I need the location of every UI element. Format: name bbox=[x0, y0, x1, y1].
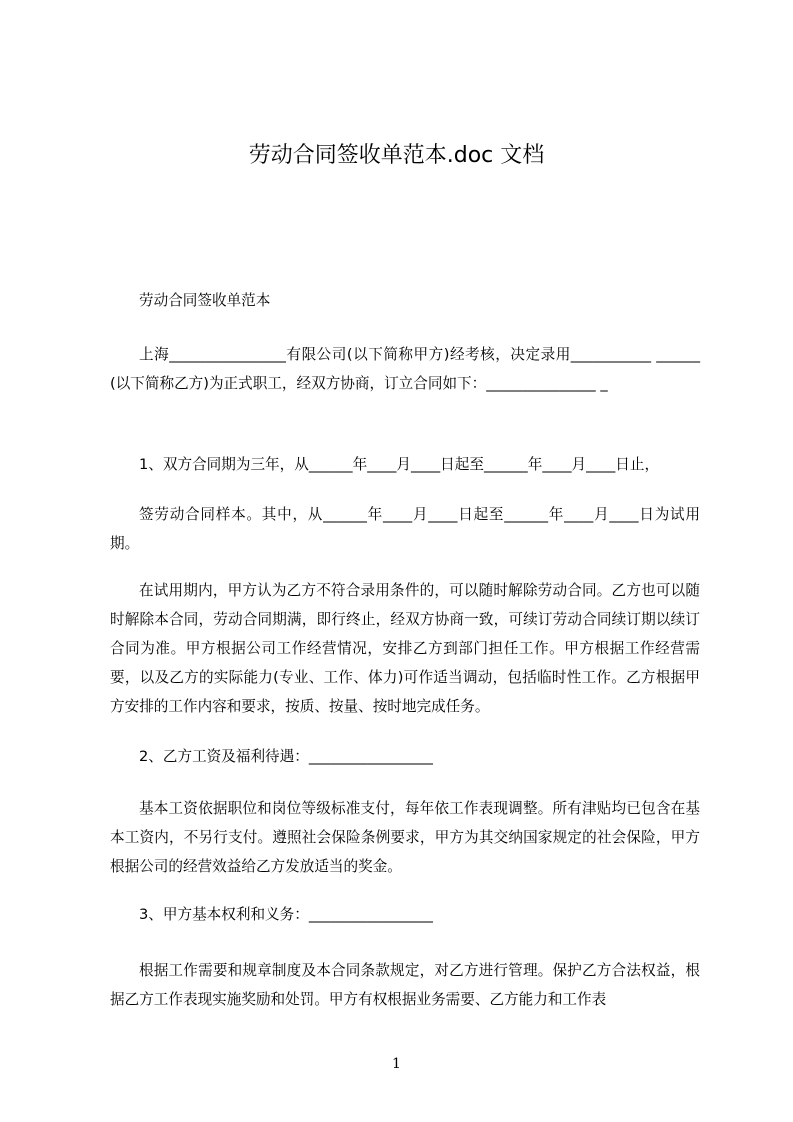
document-title: 劳动合同签收单范本.doc 文档 bbox=[248, 143, 545, 168]
paragraph-clause-2: 2、乙方工资及福利待遇：_________________ bbox=[139, 748, 433, 765]
paragraph-salary: 基本工资依据职位和岗位等级标准支付，每年依工作表现调整。所有津贴均已包含在基本工资内，不另行支付。遵照社会保险条例要求，甲方为其交纳国家规定的社会保险，甲方根据公司的经营效益给乙方发放适当的奖金。 bbox=[110, 800, 700, 875]
paragraph-clause-3: 3、甲方基本权利和义务：_________________ bbox=[139, 906, 433, 923]
paragraph-intro: 上海________________有限公司(以下简称甲方)经考核，决定录用___________ ______(以下简称乙方)为正式职工，经双方协商，订立合同如下：_______________ _ bbox=[110, 346, 700, 392]
paragraph-probation-terms: 在试用期内，甲方认为乙方不符合录用条件的，可以随时解除劳动合同。乙方也可以随时解除本合同，劳动合同期满，即行终止，经双方协商一致，可续订劳动合同续订期以续订合同为准。甲方根据公司工作经营情况，安排乙方到部门担任工作。甲方根据工作经营需要，以及乙方的实际能力(专业、工作、体力)可作适当调动，包括临时性工作。乙方根据甲方安排的工作内容和要求，按质、按量、按时地完成任务。 bbox=[110, 582, 700, 715]
paragraph-employer-rights: 根据工作需要和规章制度及本合同条款规定，对乙方进行管理。保护乙方合法权益，根据乙方工作表现实施奖励和处罚。甲方有权根据业务需要、乙方能力和工作表 bbox=[110, 962, 700, 1008]
page-number: 1 bbox=[392, 1056, 401, 1072]
document-subtitle: 劳动合同签收单范本 bbox=[139, 292, 271, 309]
paragraph-clause-1: 1、双方合同期为三年，从______年____月____日起至______年____月____日止， bbox=[139, 456, 660, 473]
paragraph-probation: 签劳动合同样本。其中，从______年____月____日起至______年____月____日为试用期。 bbox=[110, 506, 700, 552]
